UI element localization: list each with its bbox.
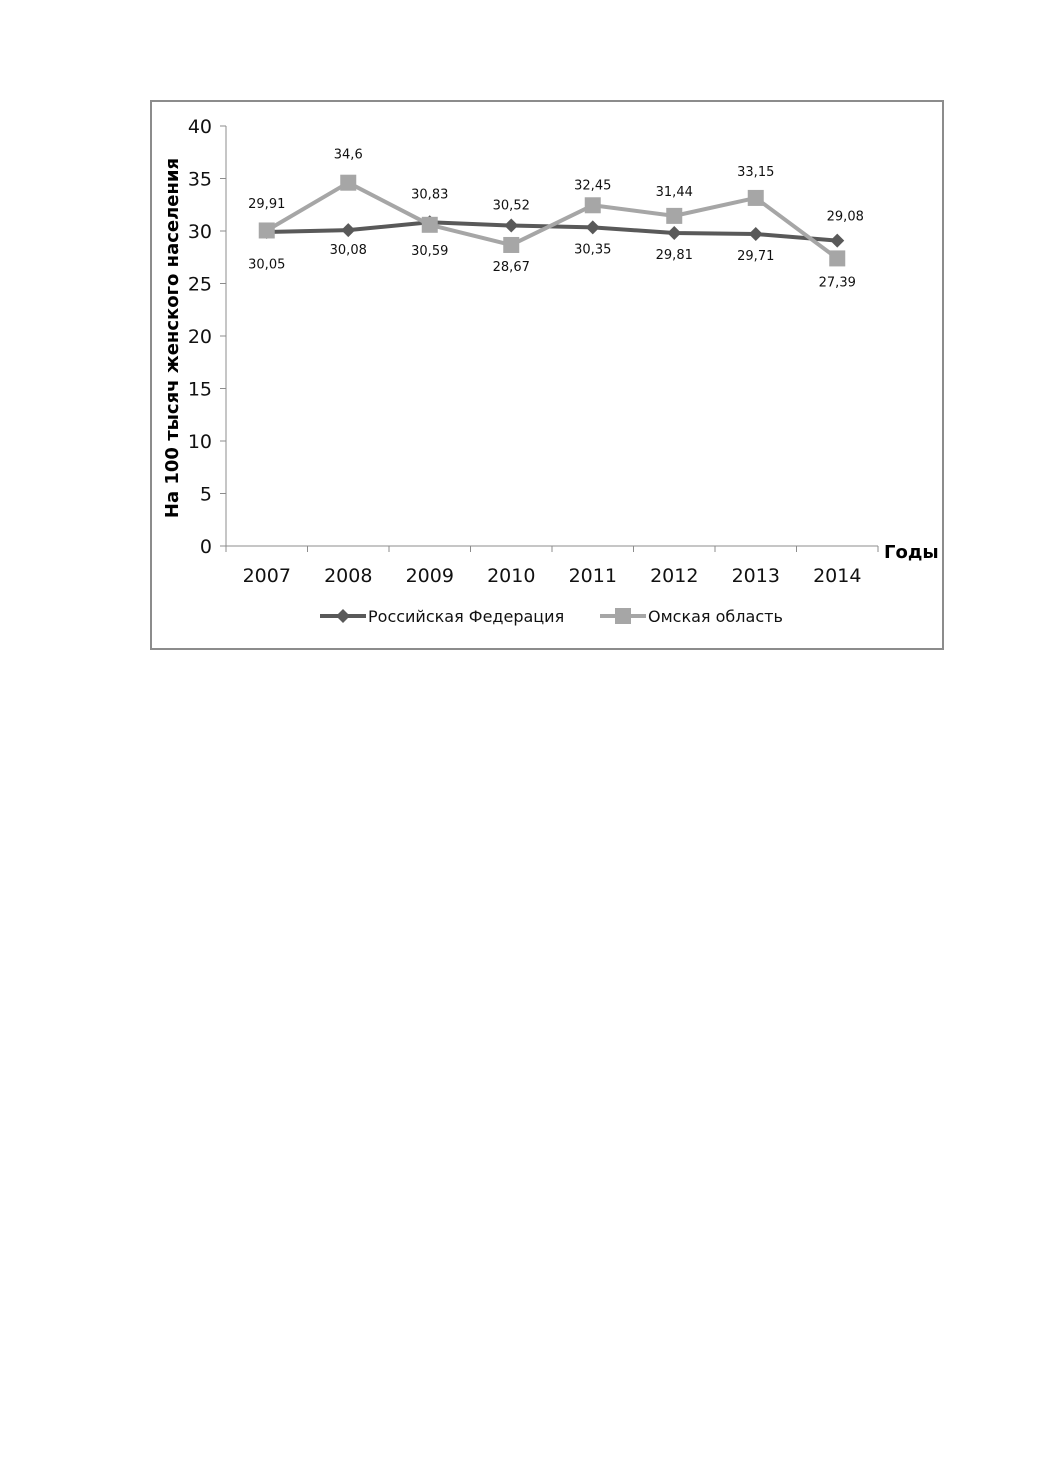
data-label: 29,91 xyxy=(248,196,286,212)
data-label: 30,52 xyxy=(492,198,530,214)
data-label: 29,81 xyxy=(655,247,693,263)
data-label: 30,83 xyxy=(411,187,449,203)
legend-marker xyxy=(615,608,631,624)
y-tick-label: 15 xyxy=(187,378,212,401)
data-label: 30,59 xyxy=(411,243,449,259)
y-tick-label: 0 xyxy=(199,536,212,558)
x-tick-label: 2011 xyxy=(568,565,617,587)
legend xyxy=(320,607,783,626)
y-tick-label: 35 xyxy=(187,168,212,191)
data-label: 29,71 xyxy=(737,249,775,265)
x-tick-label: 2014 xyxy=(813,565,862,587)
data-labels xyxy=(248,148,864,291)
data-point-marker xyxy=(666,208,682,224)
data-point-marker xyxy=(340,175,356,191)
x-tick-label: 2009 xyxy=(405,565,454,587)
y-tick-label: 5 xyxy=(199,483,212,506)
chart-frame xyxy=(150,100,944,650)
legend-marker xyxy=(336,609,350,623)
data-label: 30,08 xyxy=(329,243,367,259)
data-label: 32,45 xyxy=(574,178,612,194)
y-tick-label: 25 xyxy=(187,273,212,296)
x-tick-label: 2008 xyxy=(324,565,373,587)
line-chart xyxy=(152,102,942,648)
data-point-marker xyxy=(748,190,764,206)
data-point-marker xyxy=(829,250,845,266)
x-tick-label: 2010 xyxy=(487,565,536,587)
data-point-marker xyxy=(830,234,844,248)
x-tick-label: 2012 xyxy=(650,565,699,587)
data-label: 29,08 xyxy=(826,209,864,225)
data-label: 28,67 xyxy=(492,259,530,275)
y-tick-label: 40 xyxy=(187,116,212,138)
legend-label: Российская Федерация xyxy=(368,607,565,626)
data-label: 30,05 xyxy=(248,257,286,273)
data-point-marker xyxy=(749,227,763,241)
data-point-marker xyxy=(341,223,355,237)
axes xyxy=(162,116,939,587)
data-point-marker xyxy=(259,222,275,238)
data-point-marker xyxy=(667,226,681,240)
data-label: 27,39 xyxy=(818,275,856,291)
legend-label: Омская область xyxy=(648,607,783,626)
data-label: 30,35 xyxy=(574,242,612,258)
y-tick-label: 10 xyxy=(187,431,212,453)
y-tick-label: 30 xyxy=(187,221,212,243)
data-point-marker xyxy=(503,237,519,253)
data-point-marker xyxy=(585,197,601,213)
y-tick-label: 20 xyxy=(187,326,212,348)
x-tick-label: 2013 xyxy=(731,565,780,587)
data-point-marker xyxy=(422,217,438,233)
y-axis-title: На 100 тысяч женского населения xyxy=(162,157,183,519)
data-label: 34,6 xyxy=(333,147,363,163)
data-label: 33,15 xyxy=(737,164,775,180)
x-axis-title: Годы xyxy=(884,542,939,563)
data-point-marker xyxy=(504,219,518,233)
data-point-marker xyxy=(586,220,600,234)
data-label: 31,44 xyxy=(655,184,693,200)
x-tick-label: 2007 xyxy=(242,565,291,587)
